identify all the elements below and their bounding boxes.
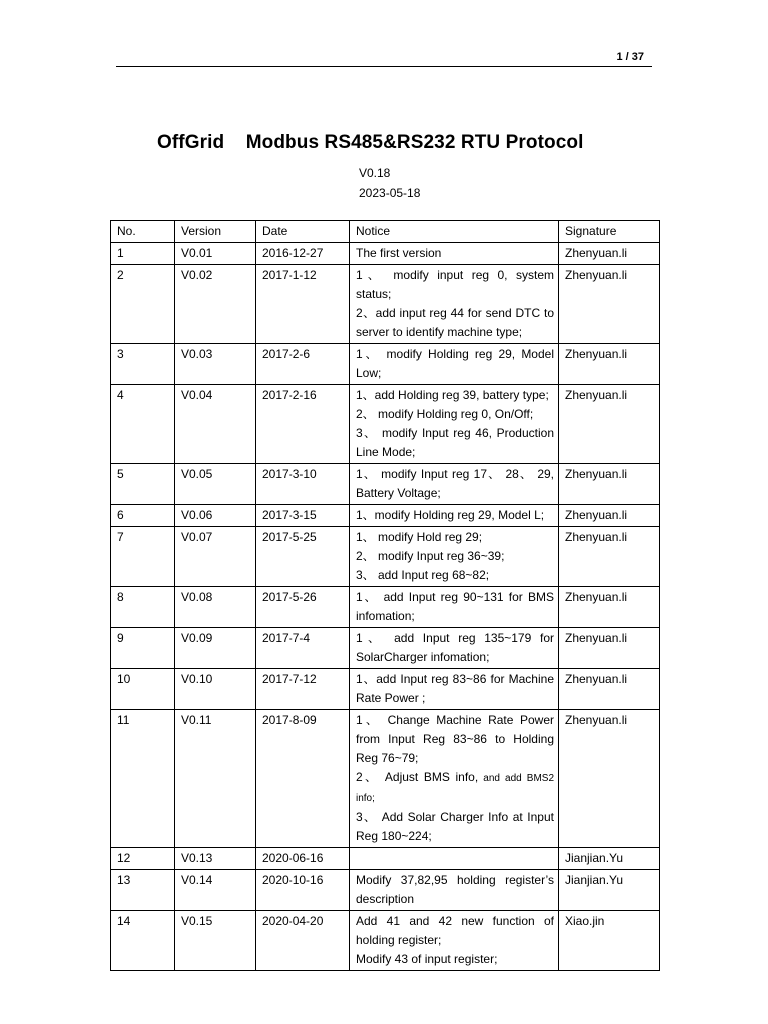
notice-line: 1、 modify Hold reg 29; — [356, 530, 483, 544]
cell-signature: Zhenyuan.li — [559, 464, 660, 505]
notice-line: 1、 add Input reg 135~179 for SolarCharger infomation; — [356, 631, 554, 664]
cell-notice — [350, 505, 559, 527]
cell-date: 2017-3-15 — [256, 505, 350, 527]
notice-line: 1、 Change Machine Rate Power from Input Reg 83~86 to Holding Reg 76~79; — [356, 713, 554, 765]
cell-notice — [350, 848, 559, 870]
cell-signature: Zhenyuan.li — [559, 505, 660, 527]
cell-version: V0.07 — [175, 527, 256, 587]
cell-date: 2017-2-16 — [256, 385, 350, 464]
cell-no: 14 — [111, 911, 175, 971]
cell-date: 2020-06-16 — [256, 848, 350, 870]
cell-date: 2017-2-6 — [256, 344, 350, 385]
cell-signature: Zhenyuan.li — [559, 344, 660, 385]
table-row — [111, 870, 660, 911]
header-no: No. — [111, 221, 175, 243]
table-row — [111, 464, 660, 505]
notice-line — [356, 768, 554, 808]
notice-line: 3、 modify Input reg 46, Production Line Mode; — [356, 426, 554, 459]
cell-version: V0.10 — [175, 669, 256, 710]
cell-notice — [350, 464, 559, 505]
cell-date: 2017-8-09 — [256, 710, 350, 848]
notice-line: 1、 modify Input reg 17、 28、 29, Battery Voltage; — [356, 467, 554, 500]
document-date: 2023-05-18 — [359, 186, 421, 200]
cell-signature: Zhenyuan.li — [559, 527, 660, 587]
header-date: Date — [256, 221, 350, 243]
cell-version: V0.06 — [175, 505, 256, 527]
notice-line: 1、add Input reg 83~86 for Machine Rate Power ; — [356, 672, 554, 705]
cell-no: 7 — [111, 527, 175, 587]
table-header-row — [111, 221, 660, 243]
cell-version: V0.09 — [175, 628, 256, 669]
revision-history-table — [110, 220, 660, 971]
cell-version: V0.13 — [175, 848, 256, 870]
notice-line: Modify 37,82,95 holding register’s description — [356, 873, 554, 906]
cell-date: 2020-10-16 — [256, 870, 350, 911]
cell-version: V0.03 — [175, 344, 256, 385]
table-row — [111, 505, 660, 527]
cell-no: 9 — [111, 628, 175, 669]
cell-notice — [350, 587, 559, 628]
notice-line: 3、 add Input reg 68~82; — [356, 568, 490, 582]
cell-signature: Jianjian.Yu — [559, 870, 660, 911]
cell-no: 11 — [111, 710, 175, 848]
cell-version: V0.04 — [175, 385, 256, 464]
cell-version: V0.02 — [175, 265, 256, 344]
cell-signature: Zhenyuan.li — [559, 385, 660, 464]
notice-line: 2、 modify Holding reg 0, On/Off; — [356, 407, 534, 421]
cell-date: 2017-1-12 — [256, 265, 350, 344]
cell-date: 2017-3-10 — [256, 464, 350, 505]
cell-no: 6 — [111, 505, 175, 527]
cell-signature: Zhenyuan.li — [559, 710, 660, 848]
table-row — [111, 527, 660, 587]
cell-notice — [350, 710, 559, 848]
notice-line: Add 41 and 42 new function of holding register; — [356, 914, 554, 947]
cell-version: V0.11 — [175, 710, 256, 848]
cell-notice — [350, 870, 559, 911]
cell-version: V0.01 — [175, 243, 256, 265]
cell-notice — [350, 243, 559, 265]
cell-version: V0.05 — [175, 464, 256, 505]
table-row — [111, 587, 660, 628]
table-row — [111, 243, 660, 265]
table-row — [111, 848, 660, 870]
cell-date: 2016-12-27 — [256, 243, 350, 265]
cell-no: 5 — [111, 464, 175, 505]
cell-notice — [350, 385, 559, 464]
cell-no: 10 — [111, 669, 175, 710]
cell-notice — [350, 911, 559, 971]
cell-notice — [350, 669, 559, 710]
cell-no: 2 — [111, 265, 175, 344]
cell-notice — [350, 628, 559, 669]
cell-signature: Zhenyuan.li — [559, 628, 660, 669]
cell-no: 13 — [111, 870, 175, 911]
cell-signature: Xiao.jin — [559, 911, 660, 971]
table-row — [111, 911, 660, 971]
page-number: 1 / 37 — [616, 51, 644, 63]
notice-line: 3、 Add Solar Charger Info at Input Reg 180~224; — [356, 810, 554, 843]
notice-line: 1、 modify Holding reg 29, Model Low; — [356, 347, 554, 380]
notice-line: 2、add input reg 44 for send DTC to server to identify machine type; — [356, 306, 554, 339]
cell-no: 12 — [111, 848, 175, 870]
cell-date: 2017-5-26 — [256, 587, 350, 628]
cell-no: 3 — [111, 344, 175, 385]
table-row — [111, 669, 660, 710]
cell-notice — [350, 265, 559, 344]
notice-line: 1、add Holding reg 39, battery type; — [356, 388, 549, 402]
notice-line: 1、 modify input reg 0, system status; — [356, 268, 554, 301]
table-row — [111, 344, 660, 385]
cell-no: 8 — [111, 587, 175, 628]
cell-date: 2017-7-4 — [256, 628, 350, 669]
notice-bms-text: 2、 Adjust BMS info, — [356, 770, 479, 784]
cell-signature: Zhenyuan.li — [559, 669, 660, 710]
header-rule — [116, 66, 652, 67]
notice-line: The first version — [356, 246, 442, 260]
cell-signature: Jianjian.Yu — [559, 848, 660, 870]
cell-notice — [350, 344, 559, 385]
document-version: V0.18 — [359, 166, 391, 180]
header-version: Version — [175, 221, 256, 243]
cell-date: 2017-5-25 — [256, 527, 350, 587]
table-row — [111, 710, 660, 848]
table-row — [111, 385, 660, 464]
notice-line: 1、modify Holding reg 29, Model L; — [356, 508, 545, 522]
cell-no: 1 — [111, 243, 175, 265]
notice-line: Modify 43 of input register; — [356, 952, 498, 966]
table-row — [111, 628, 660, 669]
cell-version: V0.08 — [175, 587, 256, 628]
cell-date: 2017-7-12 — [256, 669, 350, 710]
notice-line: 1、 add Input reg 90~131 for BMS infomation; — [356, 590, 554, 623]
cell-notice — [350, 527, 559, 587]
cell-signature: Zhenyuan.li — [559, 243, 660, 265]
cell-version: V0.14 — [175, 870, 256, 911]
table-row — [111, 265, 660, 344]
header-signature: Signature — [559, 221, 660, 243]
cell-signature: Zhenyuan.li — [559, 587, 660, 628]
header-notice: Notice — [350, 221, 559, 243]
notice-line: 2、 modify Input reg 36~39; — [356, 549, 505, 563]
document-title: OffGrid Modbus RS485&RS232 RTU Protocol — [157, 132, 584, 153]
notice-bms-small-text: and add BMS2 info; — [356, 773, 555, 804]
cell-signature: Zhenyuan.li — [559, 265, 660, 344]
cell-version: V0.15 — [175, 911, 256, 971]
cell-date: 2020-04-20 — [256, 911, 350, 971]
cell-no: 4 — [111, 385, 175, 464]
